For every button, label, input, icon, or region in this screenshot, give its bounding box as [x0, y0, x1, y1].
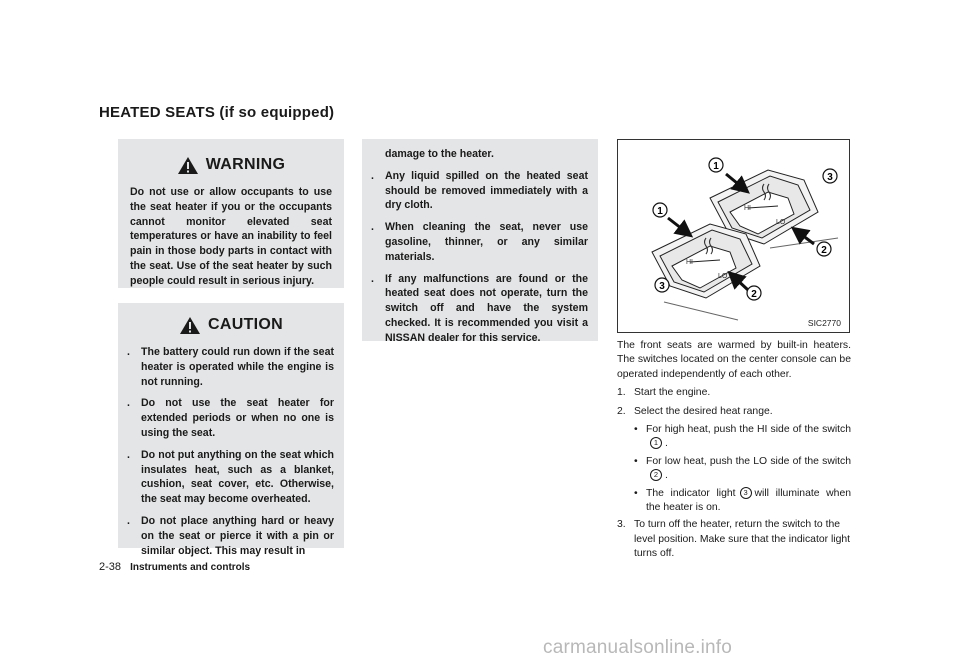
- caution-header: [118, 315, 344, 335]
- warning-text: Do not use or allow occupants to use the seat heater if you or the occupants cannot monitor elevated seat temperatures or have an inability to feel pain in those body parts in contact with the seat. Use of the seat heater by such people could result in serious injury.: [130, 186, 332, 287]
- bullet-dot: .: [127, 397, 130, 410]
- caution-item-text: The battery could run down if the seat heater is operated while the engine is not running.: [141, 346, 334, 388]
- step-3: [617, 518, 851, 561]
- sub-text: .: [665, 438, 668, 450]
- svg-text:1: 1: [713, 161, 719, 172]
- callout-ref: 2: [650, 469, 662, 481]
- step-number: 3.: [617, 519, 626, 531]
- callout-2-upper: [817, 242, 831, 256]
- switch-lo-label: LO: [776, 219, 786, 226]
- step-text: To turn off the heater, return the switch to the level position. Make sure that the indicator light turns off.: [634, 519, 851, 560]
- figure-code: SIC2770: [807, 318, 841, 328]
- callout-ref: 1: [650, 437, 662, 449]
- caution-box: [118, 303, 344, 557]
- callout-3-upper: [823, 169, 837, 183]
- bullet-dot: .: [371, 221, 374, 234]
- step-number: 2.: [617, 405, 626, 417]
- caution-item-text: damage to the heater.: [385, 148, 494, 160]
- svg-text:3: 3: [827, 172, 833, 183]
- caution-item-text: If any malfunctions are found or the heated seat does not operate, turn the switch off and have the system checked. It is recommended you visit a NISSAN dealer for this service.: [385, 272, 588, 344]
- caution-item-text: Do not place anything hard or heavy on the seat or pierce it with a pin or similar object. This may result in: [141, 514, 334, 557]
- caution-list: [126, 345, 334, 565]
- warning-box: [118, 139, 344, 288]
- sub-bullet: •: [634, 487, 638, 499]
- sub-bullet: •: [634, 424, 638, 436]
- caution-box-continued: [362, 139, 598, 344]
- caution-item: [126, 448, 334, 507]
- sub-item-high-heat: [617, 423, 851, 452]
- body-text: [617, 339, 851, 566]
- footer-section-title: Instruments and controls: [130, 562, 251, 573]
- caution-list-continued: [370, 147, 588, 353]
- switch-drawing: [618, 140, 849, 332]
- sub-item-indicator: [617, 487, 851, 516]
- page-number: 2-38: [99, 561, 122, 573]
- bullet-dot: .: [127, 346, 130, 358]
- caution-item: [370, 272, 588, 346]
- bullet-dot: .: [371, 272, 374, 285]
- step-1: [617, 386, 851, 400]
- bullet-dot: .: [371, 169, 374, 182]
- section-title: HEATED SEATS (if so equipped): [99, 104, 335, 121]
- caution-item-text: Do not use the seat heater for extended periods or when no one is using the seat.: [141, 397, 334, 439]
- caution-item: [370, 220, 588, 264]
- switch-hi-label: HI: [744, 205, 751, 212]
- sub-item-low-heat: [617, 455, 851, 484]
- page-footer: [99, 561, 250, 573]
- watermark: carmanualsonline.info: [543, 637, 733, 658]
- caution-item: [126, 396, 334, 440]
- warning-heading: WARNING: [205, 155, 286, 173]
- sub-text: The indicator light: [646, 487, 736, 499]
- callout-3-lower: [655, 278, 669, 292]
- sub-bullet: •: [634, 455, 638, 467]
- intro-paragraph: The front seats are warmed by built-in heaters. The switches located on the center console can be operated independently of each other.: [617, 340, 851, 380]
- callout-1-upper: [709, 158, 723, 172]
- callout-ref: 3: [740, 487, 752, 499]
- caution-item-text: When cleaning the seat, never use gasoline, thinner, or any similar materials.: [385, 221, 588, 263]
- caution-triangle-icon: [179, 316, 201, 335]
- caution-item-text: Any liquid spilled on the heated seat should be removed immediately with a dry cloth.: [385, 169, 588, 212]
- bullet-dot: .: [127, 514, 130, 527]
- step-number: 1.: [617, 387, 626, 399]
- warning-header: [118, 155, 344, 175]
- switch-lo-label: LO: [718, 273, 728, 280]
- sub-text: will illuminate when the heater is on.: [646, 487, 852, 514]
- step-text: Start the engine.: [634, 387, 711, 399]
- caution-item-continuation: [370, 147, 588, 162]
- seat-heater-switch-illustration: [617, 139, 850, 333]
- callout-2-lower: [747, 286, 761, 300]
- caution-heading: CAUTION: [208, 315, 283, 333]
- caution-item-text: Do not put anything on the seat which insulates heat, such as a blanket, cushion, seat cover, etc. Otherwise, the seat may become overheated.: [141, 448, 334, 506]
- caution-item: [370, 169, 588, 213]
- svg-text:1: 1: [657, 206, 663, 217]
- bullet-dot: .: [127, 448, 130, 461]
- warning-triangle-icon: [177, 156, 199, 175]
- sub-text: For low heat, push the LO side of the switch: [646, 455, 851, 467]
- step-2: [617, 405, 851, 419]
- svg-text:2: 2: [821, 245, 827, 256]
- svg-text:2: 2: [751, 289, 757, 300]
- step-text: Select the desired heat range.: [634, 405, 773, 417]
- caution-item: [126, 514, 334, 558]
- switch-hi-label: HI: [686, 259, 693, 266]
- caution-item: [126, 345, 334, 389]
- sub-text: For high heat, push the HI side of the switch: [646, 424, 851, 436]
- callout-1-lower: [653, 203, 667, 217]
- sub-text: .: [665, 470, 668, 482]
- svg-text:3: 3: [659, 281, 665, 292]
